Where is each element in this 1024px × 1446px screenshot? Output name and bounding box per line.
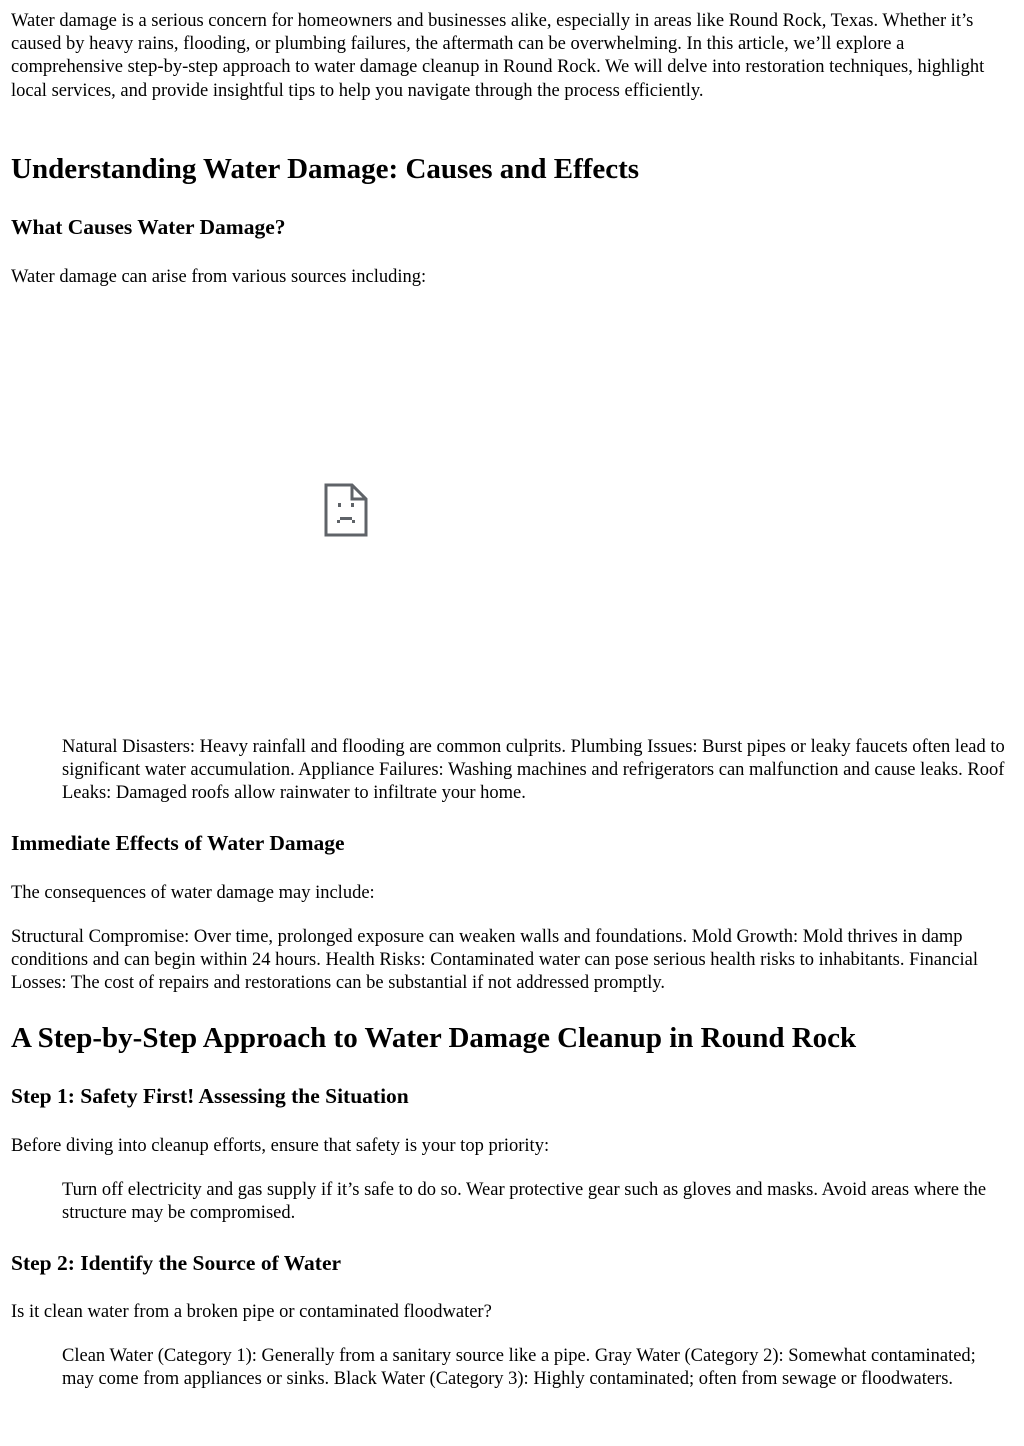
causes-lead-paragraph: Water damage can arise from various sources including: xyxy=(11,267,427,287)
broken-image-icon xyxy=(324,483,368,537)
subheading-step-1: Step 1: Safety First! Assessing the Situation xyxy=(11,1084,409,1108)
step2-lead-paragraph: Is it clean water from a broken pipe or contaminated floodwater? xyxy=(11,1302,492,1322)
step1-lead-paragraph: Before diving into cleanup efforts, ensure that safety is your top priority: xyxy=(11,1136,550,1156)
subheading-step-2: Step 2: Identify the Source of Water xyxy=(11,1251,342,1275)
step1-list: Turn off electricity and gas supply if it’s safe to do so. Wear protective gear such as gloves and masks. Avoid areas where the structure may be compromised. xyxy=(62,1180,987,1224)
subheading-immediate-effects: Immediate Effects of Water Damage xyxy=(11,831,345,855)
effects-lead-paragraph: The consequences of water damage may include: xyxy=(11,883,375,903)
section-heading-causes-effects: Understanding Water Damage: Causes and Effects xyxy=(11,153,640,185)
intro-paragraph: Water damage is a serious concern for homeowners and businesses alike, especially in areas like Round Rock, Texas. Whether it’s caused by heavy rains, flooding, or plumbing failures, the aftermath can be overwhelming. In this article, we’ll explore a comprehensive step-by-step approach to water damage cleanup in Round Rock. We will delve into restoration techniques, highlight local services, and provide insightful tips to help you navigate through the process efficiently. xyxy=(11,11,985,101)
step2-list: Clean Water (Category 1): Generally from a sanitary source like a pipe. Gray Water (Category 2): Somewhat contaminated; may come from appliances or sinks. Black Water (Category 3): Highly contaminated; often from sewage or floodwaters. xyxy=(62,1346,976,1390)
causes-list: Natural Disasters: Heavy rainfall and flooding are common culprits. Plumbing Issues: Burst pipes or leaky faucets often lead to significant water accumulation. Appliance Failures: Washing machines and refrigerators can malfunction and cause leaks. Roof Leaks: Damaged roofs allow rainwater to infiltrate your home. xyxy=(62,737,1005,804)
effects-list: Structural Compromise: Over time, prolonged exposure can weaken walls and foundations. Mold Growth: Mold thrives in damp conditions and can begin within 24 hours. Health Risks: Contaminated water can pose serious health risks to inhabitants. Financial Losses: The cost of repairs and restorations can be substantial if not addressed promptly. xyxy=(11,927,978,994)
subheading-what-causes: What Causes Water Damage? xyxy=(11,215,286,239)
section-heading-step-by-step: A Step-by-Step Approach to Water Damage Cleanup in Round Rock xyxy=(11,1022,857,1054)
